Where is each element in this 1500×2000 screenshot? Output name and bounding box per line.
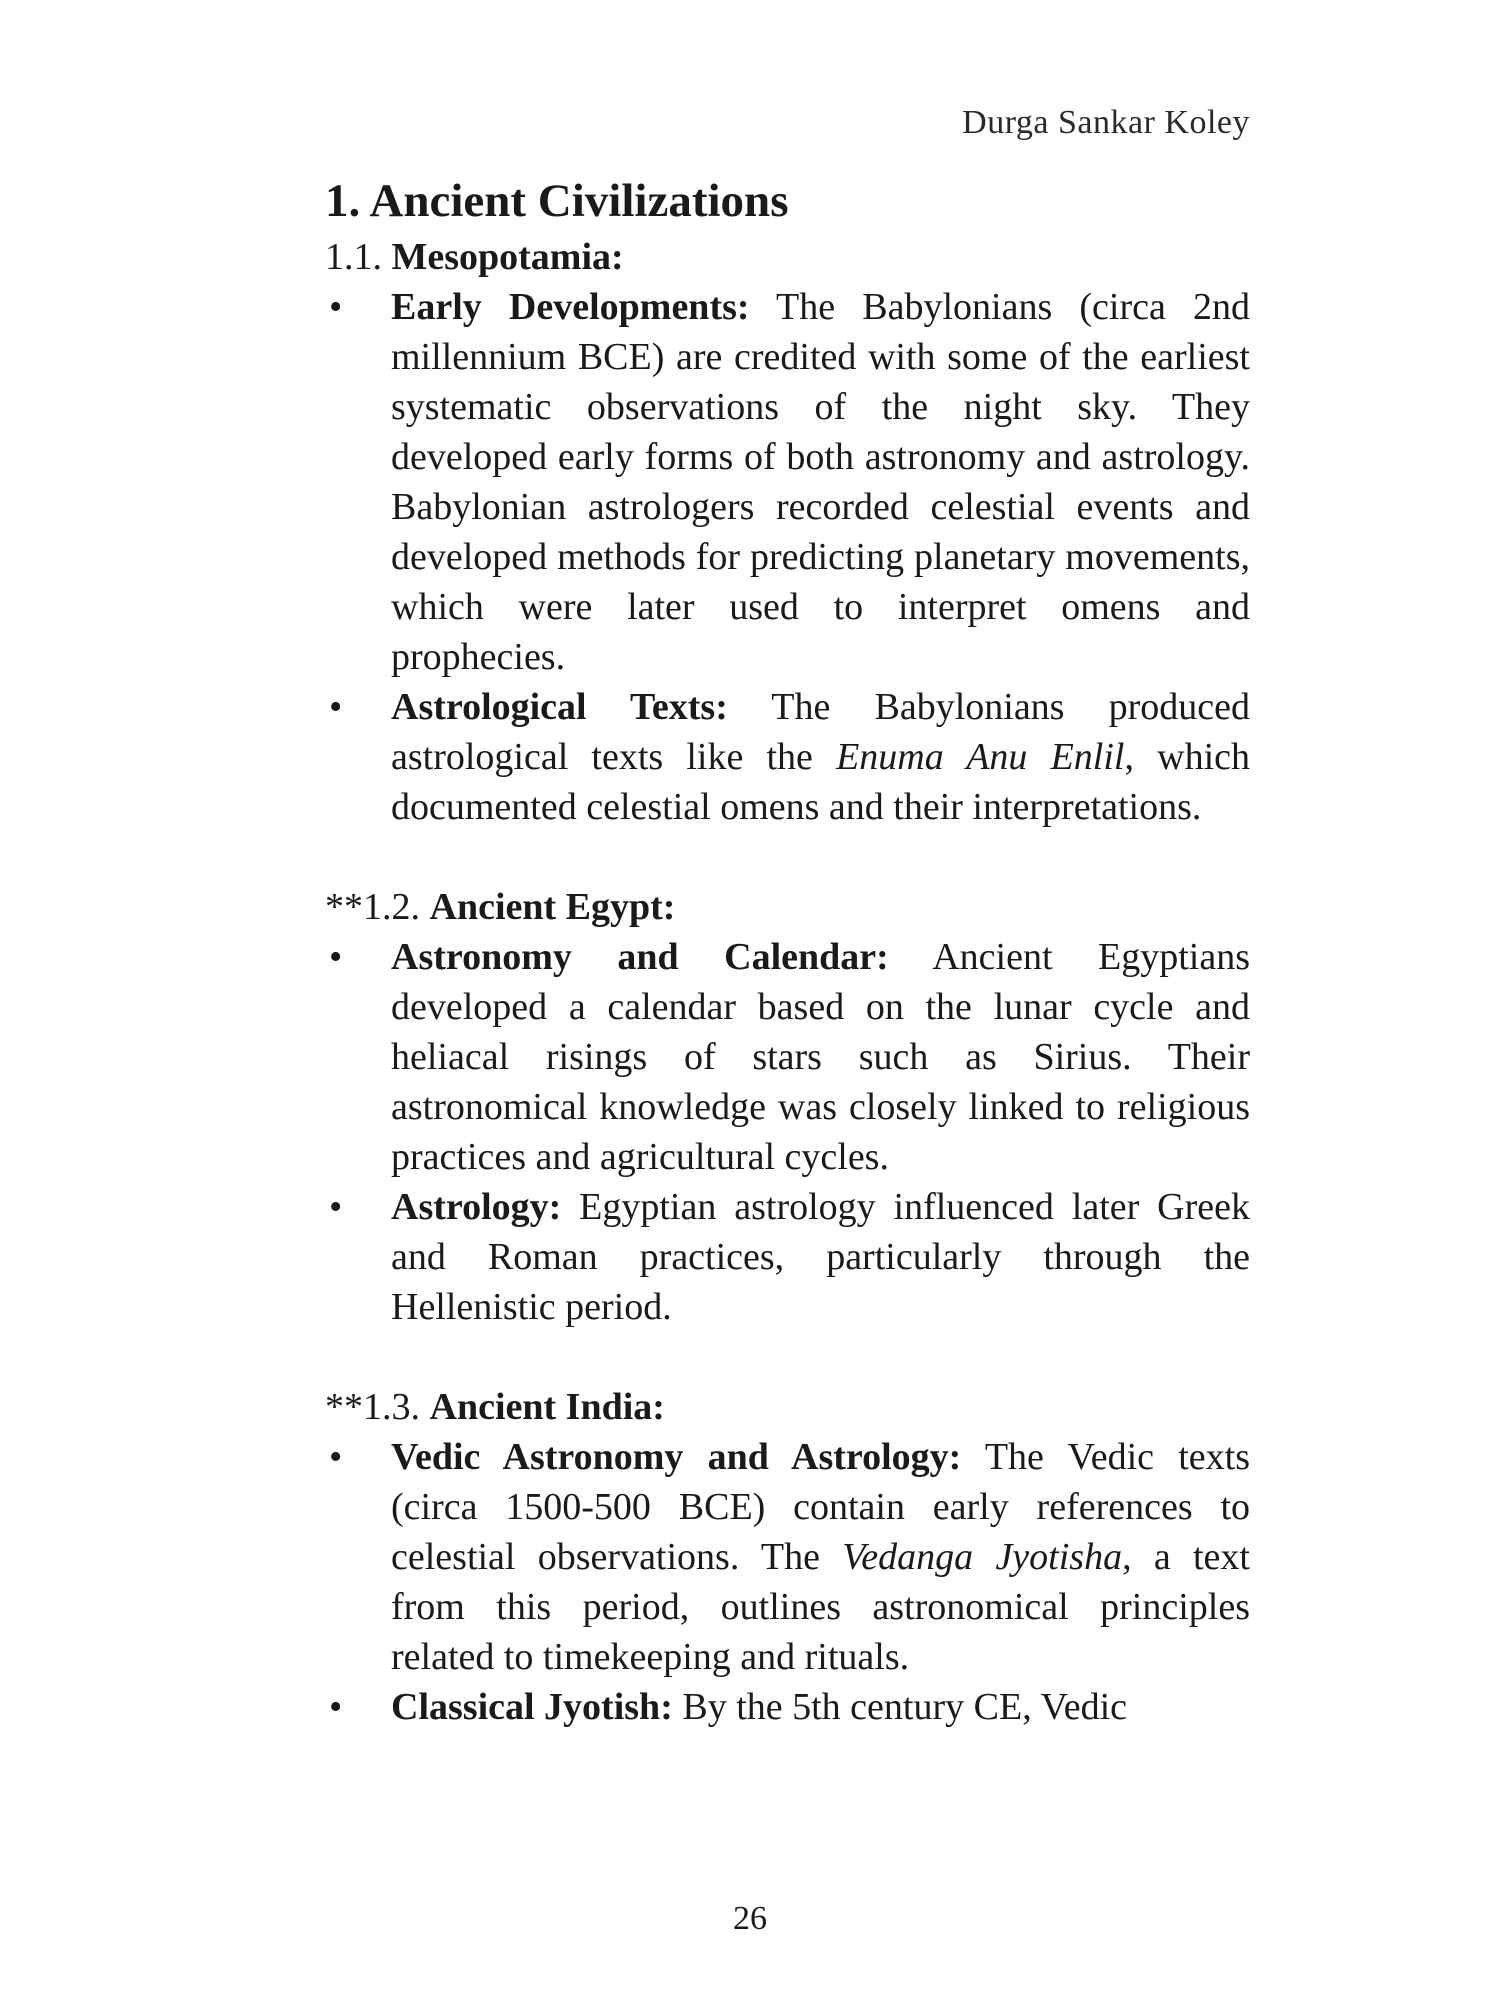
section-number: **1.3. xyxy=(325,1386,430,1428)
bullet-icon: • xyxy=(329,1686,343,1728)
bullet-text-continued: , which documented celestial omens and their interpretations. xyxy=(391,736,1250,828)
bullet-text: The Vedic texts (circa 1500-500 BCE) contain early references to celestial observations. The xyxy=(391,1436,1250,1578)
bullet-label: Classical Jyotish: xyxy=(391,1686,673,1728)
book-title-italic: Vedanga Jyotisha xyxy=(842,1536,1123,1578)
list-item xyxy=(325,282,1250,682)
section-title: Mesopotamia: xyxy=(391,236,624,278)
bullet-list-mesopotamia xyxy=(325,282,1250,832)
section-number: 1.1. xyxy=(325,236,392,278)
page-number: 26 xyxy=(733,1900,767,1937)
book-title-italic: Enuma Anu Enlil xyxy=(836,736,1125,778)
bullet-text: The Babylonians produced astrological texts like the xyxy=(391,686,1250,778)
bullet-text-continued: , a text from this period, outlines astronomical principles related to timekeeping and rituals. xyxy=(391,1536,1250,1678)
bullet-list-egypt xyxy=(325,932,1250,1332)
bullet-label: Astrological Texts: xyxy=(391,686,728,728)
section-heading-india xyxy=(325,1382,1250,1432)
section-spacer xyxy=(325,832,1250,882)
bullet-icon: • xyxy=(329,936,343,978)
bullet-text: The Babylonians (circa 2nd millennium BCE) are credited with some of the earliest systematic observations of the night sky. They developed early forms of both astronomy and astrology. Babylonian astrologers recorded celestial events and developed methods for predicting planetary movements, which were later used to interpret omens and prophecies. xyxy=(391,286,1250,678)
bullet-text: Ancient Egyptians developed a calendar based on the lunar cycle and heliacal risings of stars such as Sirius. Their astronomical knowledge was closely linked to religious practices and agricultural cycles. xyxy=(391,936,1250,1178)
bullet-text: Egyptian astrology influenced later Greek and Roman practices, particularly through the Hellenistic period. xyxy=(391,1186,1250,1328)
section-heading-mesopotamia xyxy=(325,232,1250,282)
bullet-icon: • xyxy=(329,1186,343,1228)
bullet-label: Astronomy and Calendar: xyxy=(391,936,889,978)
section-title: Ancient India: xyxy=(429,1386,665,1428)
list-item xyxy=(325,1432,1250,1682)
bullet-icon: • xyxy=(329,686,343,728)
section-spacer xyxy=(325,1332,1250,1382)
bullet-icon: • xyxy=(329,286,343,328)
bullet-label: Vedic Astronomy and Astrology: xyxy=(391,1436,962,1478)
page-body xyxy=(325,170,1250,1732)
running-header-author: Durga Sankar Koley xyxy=(962,104,1250,141)
list-item xyxy=(325,1682,1250,1732)
list-item xyxy=(325,932,1250,1182)
chapter-title: 1. Ancient Civilizations xyxy=(325,175,789,227)
bullet-label: Astrology: xyxy=(391,1186,562,1228)
section-heading-egypt xyxy=(325,882,1250,932)
bullet-label: Early Developments: xyxy=(391,286,750,328)
bullet-text: By the 5th century CE, Vedic xyxy=(672,1686,1128,1728)
bullet-icon: • xyxy=(329,1436,343,1478)
list-item xyxy=(325,682,1250,832)
section-number: **1.2. xyxy=(325,886,430,928)
bullet-list-india xyxy=(325,1432,1250,1732)
list-item xyxy=(325,1182,1250,1332)
section-title: Ancient Egypt: xyxy=(429,886,676,928)
